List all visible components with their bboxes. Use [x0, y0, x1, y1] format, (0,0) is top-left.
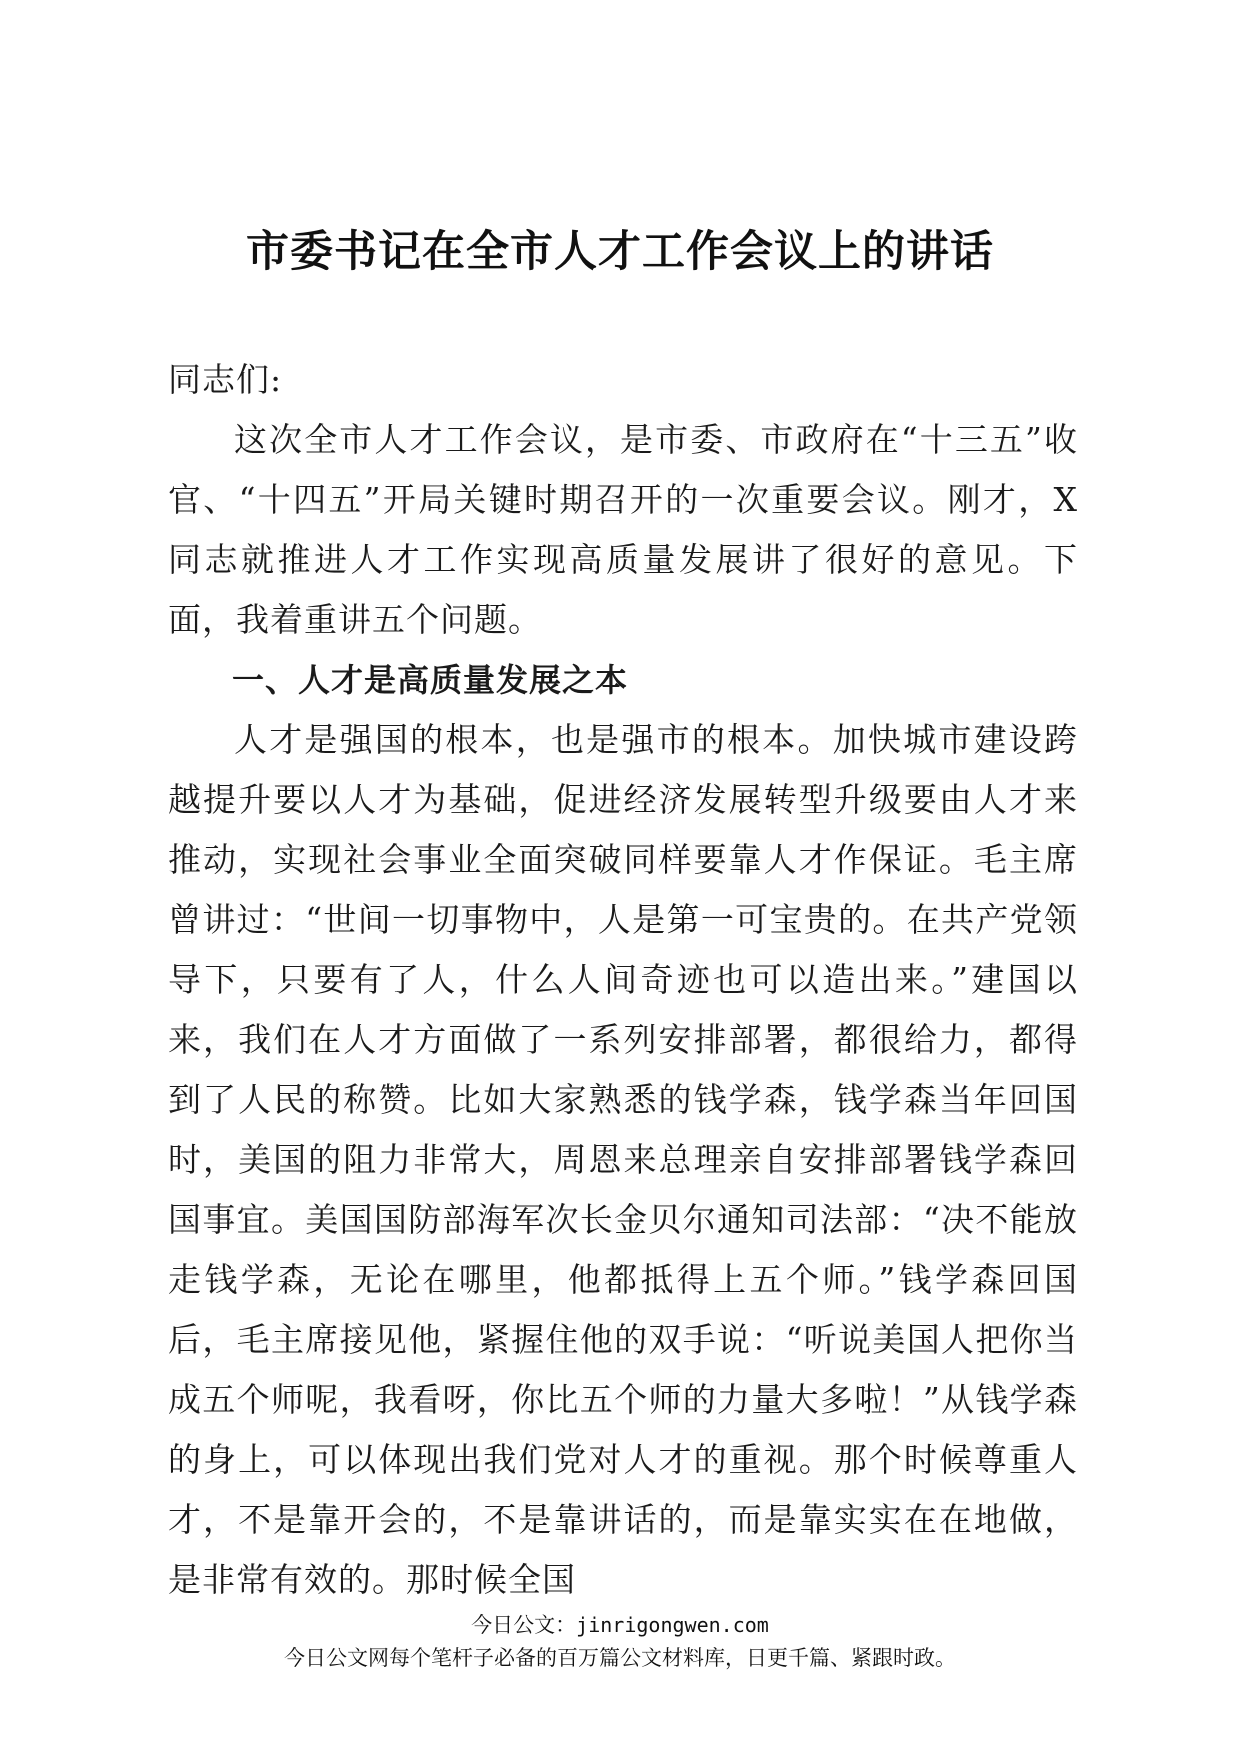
document-body [168, 350, 1078, 1610]
document-title: 市委书记在全市人才工作会议上的讲话 [246, 227, 994, 277]
section-heading: 一、人才是高质量发展之本 [232, 661, 629, 699]
footer [0, 1610, 1240, 1674]
intro-paragraph: 这次全市人才工作会议，是市委、市政府在“十三五”收官、“十四五”开局关键时期召开的一次重要会议。刚才，X同志就推进人才工作实现高质量发展讲了很好的意见。下面，我着重讲五个问题。 [168, 420, 1078, 639]
footer-site-link[interactable]: jinrigongwen.com [576, 1613, 769, 1637]
salutation: 同志们: [168, 360, 283, 399]
footer-label: 今日公文： [471, 1613, 577, 1637]
section-paragraph: 人才是强国的根本，也是强市的根本。加快城市建设跨越提升要以人才为基础，促进经济发展转型升级要由人才来推动，实现社会事业全面突破同样要靠人才作保证。毛主席曾讲过：“世间一切事物中，人是第一可宝贵的。在共产党领导下，只要有了人，什么人间奇迹也可以造出来。”建国以来，我们在人才方面做了一系列安排部署，都很给力，都得到了人民的称赞。比如大家熟悉的钱学森，钱学森当年回国时，美国的阻力非常大，周恩来总理亲自安排部署钱学森回国事宜。美国国防部海军次长金贝尔通知司法部：“决不能放走钱学森，无论在哪里，他都抵得上五个师。”钱学森回国后，毛主席接见他，紧握住他的双手说：“听说美国人把你当成五个师呢，我看呀，你比五个师的力量大多啦！”从钱学森的身上，可以体现出我们党对人才的重视。那个时候尊重人才，不是靠开会的，不是靠讲话的，而是靠实实在在地做，是非常有效的。那时候全国 [168, 720, 1078, 1599]
footer-tagline: 今日公文网每个笔杆子必备的百万篇公文材料库，日更千篇、紧跟时政。 [284, 1646, 956, 1670]
footer-site-line [0, 1610, 1240, 1640]
